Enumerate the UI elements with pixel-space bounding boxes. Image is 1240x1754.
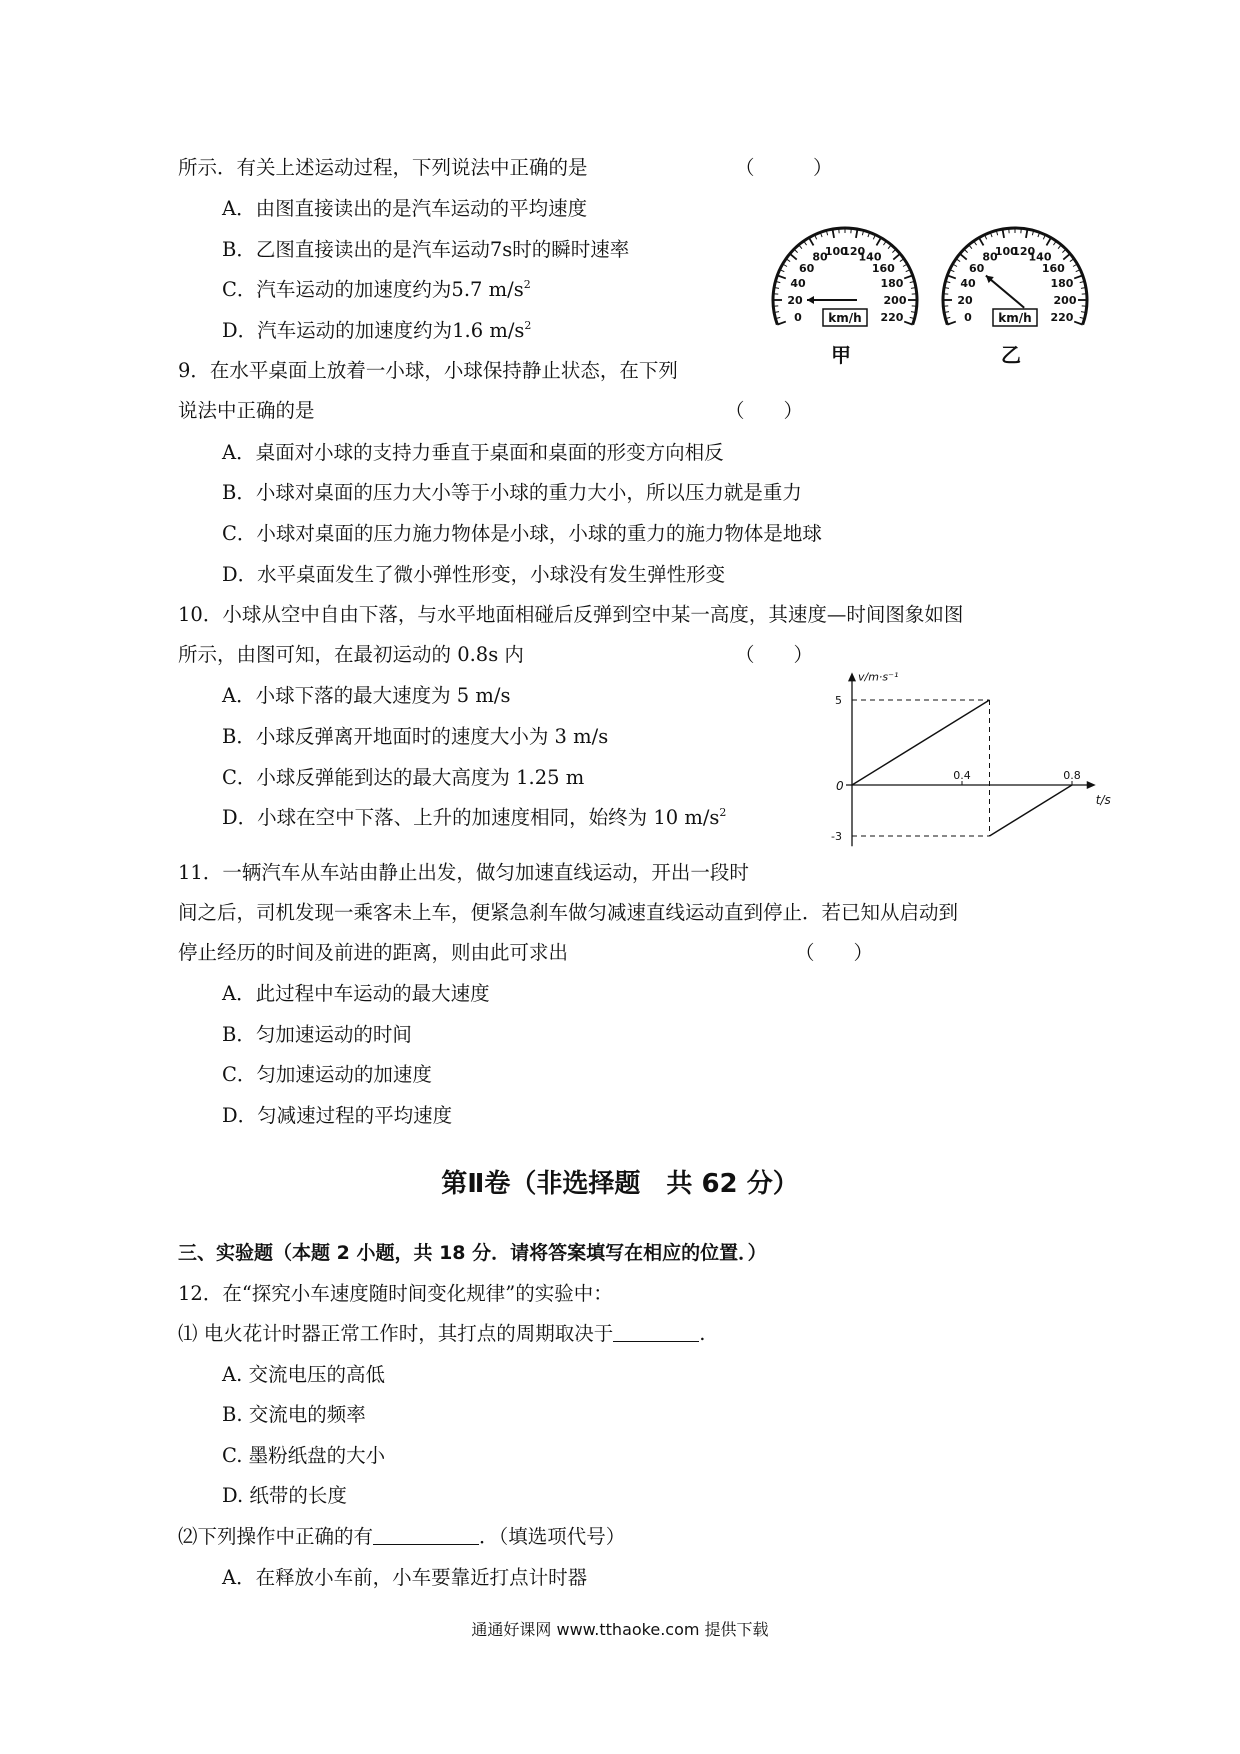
y-tick-label: 5 <box>835 694 842 707</box>
dial-tick <box>794 249 798 253</box>
q11-stem-line2: 间之后，司机发现一乘客未上车，便紧急刹车做匀减速直线运动直到停止．若已知从启动到 <box>178 901 959 924</box>
speedometer-1 <box>773 228 917 367</box>
q10-option-d: D．小球在空中下落、上升的加速度相同，始终为 10 $m/s^2$ <box>222 806 727 829</box>
gauge-caption: 乙 <box>1001 343 1021 367</box>
q9-option-d: D．水平桌面发生了微小弹性形变，小球没有发生弹性形变 <box>222 563 726 586</box>
velocity-time-graph <box>810 640 1111 855</box>
dial-tick <box>892 249 896 253</box>
q12-stem: 12．在“探究小车速度随时间变化规律”的实验中： <box>178 1282 613 1305</box>
q9-stem-line1: 9．在水平桌面上放着一小球，小球保持静止状态，在下列 <box>178 359 678 382</box>
dial-label: 120 <box>842 244 866 258</box>
dial-tick <box>893 254 900 260</box>
dial-tick <box>888 245 891 249</box>
q11-answer-paren: （ ） <box>795 941 874 964</box>
dial-tick <box>1058 245 1061 249</box>
x-axis-label: t/s <box>1095 793 1111 807</box>
dial-tick <box>947 322 955 325</box>
q8-option-b: B．乙图直接读出的是汽车运动7s时的瞬时速率 <box>222 238 630 261</box>
q12-part1-blank[interactable] <box>613 1321 699 1342</box>
section-title: 第Ⅱ卷（非选择题 共 62 分） <box>441 1169 799 1199</box>
q10-option-a: A．小球下落的最大速度为 5 m/s <box>222 684 511 707</box>
q10-answer-paren: （ ） <box>735 643 814 666</box>
q12-part1-option-c: C. 墨粉纸盘的大小 <box>222 1444 386 1467</box>
dial-tick <box>877 238 882 246</box>
dial-label: 40 <box>790 276 806 290</box>
q8-option-d: D．汽车运动的加速度约为1.6 $m/s^2$ <box>222 319 532 342</box>
dial-tick <box>1062 249 1066 253</box>
q12-part2-blank[interactable] <box>373 1524 479 1545</box>
x-axis-arrow <box>1087 781 1096 789</box>
dial-label: 160 <box>1041 261 1065 275</box>
dial-tick <box>1047 238 1052 246</box>
x-tick-label: 0.4 <box>953 769 971 782</box>
dial-label: 0 <box>794 311 802 325</box>
dial-label: 60 <box>969 261 985 275</box>
dial-label: 0 <box>964 311 972 325</box>
dial-label: 60 <box>799 261 815 275</box>
q12-part1-option-d: D. 纸带的长度 <box>222 1484 347 1507</box>
q12-part1-option-a: A. 交流电压的高低 <box>222 1363 385 1386</box>
dial-label: 220 <box>1050 311 1074 325</box>
q11-option-b: B．匀加速运动的时间 <box>222 1023 412 1046</box>
dial-label: 180 <box>1050 276 1074 290</box>
needle-head <box>807 296 814 304</box>
y-axis-label: v/m·s⁻¹ <box>858 670 899 684</box>
unit-label: km/h <box>828 311 862 325</box>
section-subtitle: 三、实验题（本题 2 小题，共 18 分．请将答案填写在相应的位置．） <box>178 1242 767 1264</box>
q12-part2-option-a: A．在释放小车前，小车要靠近打点计时器 <box>222 1566 588 1589</box>
q9-stem-line2: 说法中正确的是 <box>178 399 315 422</box>
q8-answer-paren: （ ） <box>735 156 833 179</box>
q12-part1-option-b: B. 交流电的频率 <box>222 1403 366 1426</box>
dial-tick <box>904 275 912 278</box>
dial-tick <box>1063 254 1070 260</box>
y-axis-arrow <box>848 672 856 681</box>
q10-option-c: C．小球反弹能到达的最大高度为 1.25 m <box>222 766 585 789</box>
origin-label: 0 <box>836 779 844 793</box>
dial-label: 20 <box>957 294 973 307</box>
dial-tick <box>1026 229 1028 238</box>
q10-stem-line2: 所示，由图可知，在最初运动的 0.8s 内 <box>178 643 524 666</box>
q9-option-a: A．桌面对小球的支持力垂直于桌面和桌面的形变方向相反 <box>222 441 724 464</box>
dial-tick <box>979 238 984 246</box>
q8-option-a: A．由图直接读出的是汽车运动的平均速度 <box>222 197 588 220</box>
dial-tick <box>832 229 834 238</box>
q10-stem-line1: 10．小球从空中自由下落，与水平地面相碰后反弹到空中某一高度，其速度—时间图象如图 <box>178 603 964 626</box>
q11-option-a: A．此过程中车运动的最大速度 <box>222 982 490 1005</box>
dial-label: 220 <box>880 311 904 325</box>
dial-tick <box>790 254 797 260</box>
q11-stem-line3: 停止经历的时间及前进的距离，则由此可求出 <box>178 941 569 964</box>
dial-tick <box>856 229 858 238</box>
dial-label: 80 <box>812 250 828 264</box>
q12-part1: ⑴ 电火花计时器正常工作时，其打点的周期取决于 . <box>178 1322 706 1345</box>
dial-label: 80 <box>982 250 998 264</box>
dial-label: 100 <box>994 244 1018 258</box>
dial-label: 40 <box>960 276 976 290</box>
q9-option-b: B．小球对桌面的压力大小等于小球的重力大小，所以压力就是重力 <box>222 481 802 504</box>
dial-tick <box>960 254 967 260</box>
dial-tick <box>809 238 814 246</box>
dial-label: 160 <box>871 261 895 275</box>
q10-option-b: B．小球反弹离开地面时的速度大小为 3 m/s <box>222 725 609 748</box>
dial-label: 140 <box>858 250 882 264</box>
q11-stem-line1: 11．一辆汽车从车站由静止出发，做匀加速直线运动，开出一段时 <box>178 861 749 884</box>
dial-tick <box>777 275 785 278</box>
dial-label: 200 <box>1053 294 1077 307</box>
footer-source: 通通好课网 www.tthaoke.com 提供下载 <box>471 1620 769 1639</box>
needle <box>986 276 1024 308</box>
dial-tick <box>904 322 912 325</box>
series-line-2 <box>990 785 1073 836</box>
q9-answer-paren: （ ） <box>725 399 804 422</box>
dial-tick <box>1002 229 1004 238</box>
unit-label: km/h <box>998 311 1032 325</box>
q11-option-c: C．匀加速运动的加速度 <box>222 1063 432 1086</box>
dial-label: 20 <box>787 294 803 307</box>
dial-label: 200 <box>883 294 907 307</box>
dial-tick <box>1074 275 1082 278</box>
q8-option-c: C．汽车运动的加速度约为5.7 $m/s^2$ <box>222 278 531 301</box>
dial-label: 100 <box>824 244 848 258</box>
dial-tick <box>947 275 955 278</box>
q11-option-d: D．匀减速过程的平均速度 <box>222 1104 453 1127</box>
dial-tick <box>799 245 802 249</box>
dial-tick <box>964 249 968 253</box>
dial-tick <box>1074 322 1082 325</box>
speedometer-2 <box>943 228 1087 367</box>
dial-label: 180 <box>880 276 904 290</box>
dial-tick <box>777 322 785 325</box>
y-tick-label: -3 <box>831 830 842 843</box>
dial-label: 140 <box>1028 250 1052 264</box>
q12-part2: ⑵下列操作中正确的有 ．（填选项代号） <box>178 1525 626 1548</box>
q9-option-c: C．小球对桌面的压力施力物体是小球，小球的重力的施力物体是地球 <box>222 522 822 545</box>
dial-label: 120 <box>1012 244 1036 258</box>
dial-tick <box>969 245 972 249</box>
gauge-caption: 甲 <box>831 343 851 367</box>
x-tick-label: 0.8 <box>1063 769 1081 782</box>
speedometer-figure <box>760 210 1120 385</box>
q8-stem: 所示．有关上述运动过程，下列说法中正确的是 <box>178 156 588 179</box>
